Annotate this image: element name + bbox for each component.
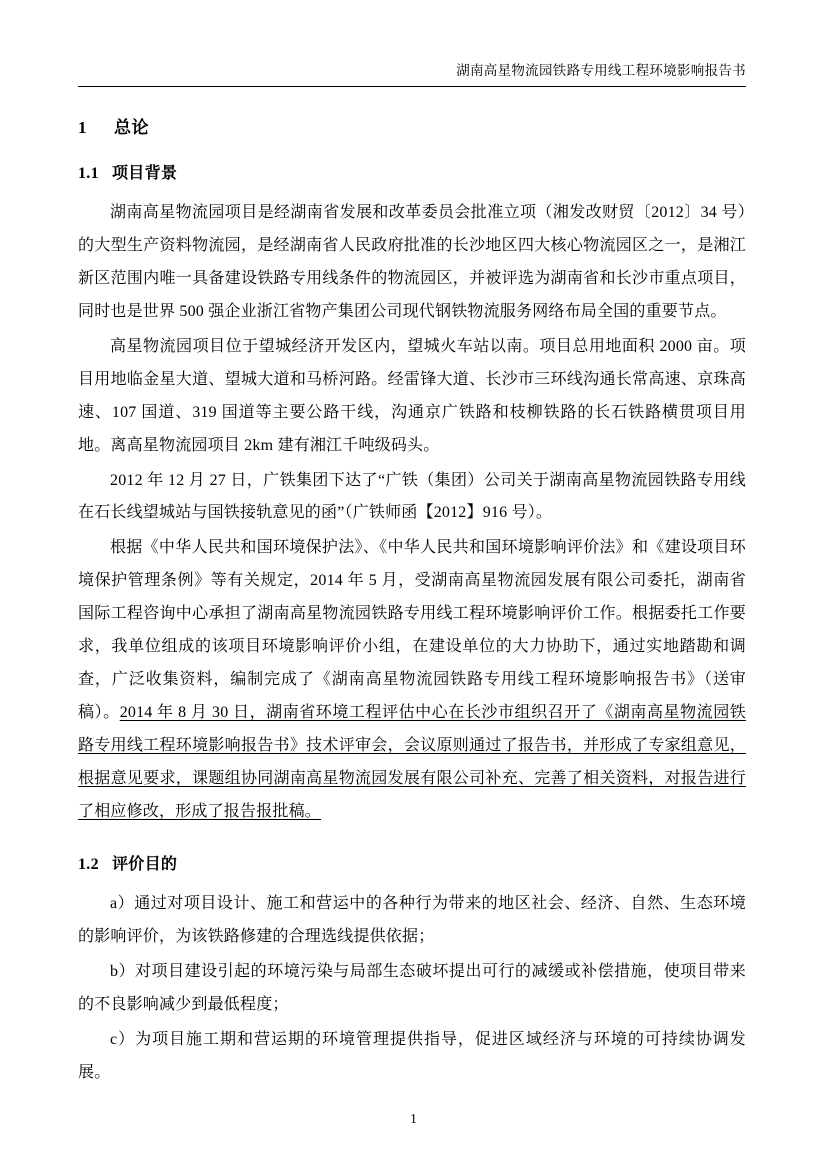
running-header: 湖南高星物流园铁路专用线工程环境影响报告书	[456, 63, 746, 78]
heading-section-1-1-number: 1.1	[78, 164, 99, 182]
heading-section-1-2-title: 评价目的	[112, 856, 178, 873]
heading-section-1-number: 1	[78, 117, 87, 137]
heading-section-1-2	[78, 851, 746, 874]
page-content	[78, 62, 746, 1092]
heading-section-1	[78, 113, 746, 138]
paragraph-background-3: 2012 年 12 月 27 日，广铁集团下达了“广铁（集团）公司关于湖南高星物流园铁路专用线在石长线望城站与国铁接轨意见的函”（广铁师函【2012】916 号）。	[78, 471, 746, 522]
heading-section-1-1	[78, 160, 746, 183]
paragraph-background-1: 湖南高星物流园项目是经湖南省发展和改革委员会批准立项（湘发改财贸〔2012〕34 号）的大型生产资料物流园，是经湖南省人民政府批准的长沙地区四大核心物流园区之一，是湘江新区范围内唯一具备建设铁路专用线条件的物流园区，并被评选为湖南省和长沙市重点项目，同时也是世界 500 强企业浙江省物产集团公司现代钢铁物流服务网络布局全国的重要节点。	[78, 203, 746, 320]
list-item-c: c）为项目施工期和营运期的环境管理提供指导，促进区域经济与环境的可持续协调发展。	[78, 1030, 746, 1081]
paragraph-background-4-text: 根据《中华人民共和国环境保护法》、《中华人民共和国环境影响评价法》和《建设项目环境保护管理条例》等有关规定，2014 年 5 月，受湖南高星物流园发展有限公司委托，湖南省国际工程咨询中心承担了湖南高星物流园铁路专用线工程环境影响评价工作。根据委托工作要求，我单位组成的该项目环境影响评价小组，在建设单位的大力协助下，通过实地踏勘和调查，广泛收集资料，编制完成了《湖南高星物流园铁路专用线工程环境影响报告书》（送审稿）。	[78, 539, 746, 722]
list-item-a: a）通过对项目设计、施工和营运中的各种行为带来的地区社会、经济、自然、生态环境的影响评价，为该铁路修建的合理选线提供依据；	[78, 895, 746, 945]
page-number: 1	[410, 1111, 417, 1126]
paragraph-background-4-underlined-text: 2014 年 8 月 30 日，湖南省环境工程评估中心在长沙市组织召开了《湖南高星物流园铁路专用线工程环境影响报告书》技术评审会，会议原则通过了报告书，并形成了专家组意见，根据意见要求，课题组协同湖南高星物流园发展有限公司补充、完善了相关资料，对报告进行了相应修改，形成了报告报批稿。	[78, 704, 746, 821]
paragraph-background-2: 高星物流园项目位于望城经济开发区内，望城火车站以南。项目总用地面积 2000 亩。项目用地临金星大道、望城大道和马桥河路。经雷锋大道、长沙市三环线沟通长常高速、京珠高速、107 国道、319 国道等主要公路干线，沟通京广铁路和枝柳铁路的长石铁路横贯项目用地。离高星物流园项目 2km 建有湘江千吨级码头。	[78, 337, 746, 454]
header-divider	[78, 86, 746, 87]
heading-section-1-1-title: 项目背景	[112, 164, 178, 182]
paragraph-background-4	[78, 532, 746, 829]
heading-section-1-2-number: 1.2	[78, 856, 99, 873]
list-item-b: b）对项目建设引起的环境污染与局部生态破坏提出可行的减缓或补偿措施，使项目带来的不良影响减少到最低程度；	[78, 962, 746, 1013]
heading-section-1-title: 总论	[114, 117, 149, 137]
